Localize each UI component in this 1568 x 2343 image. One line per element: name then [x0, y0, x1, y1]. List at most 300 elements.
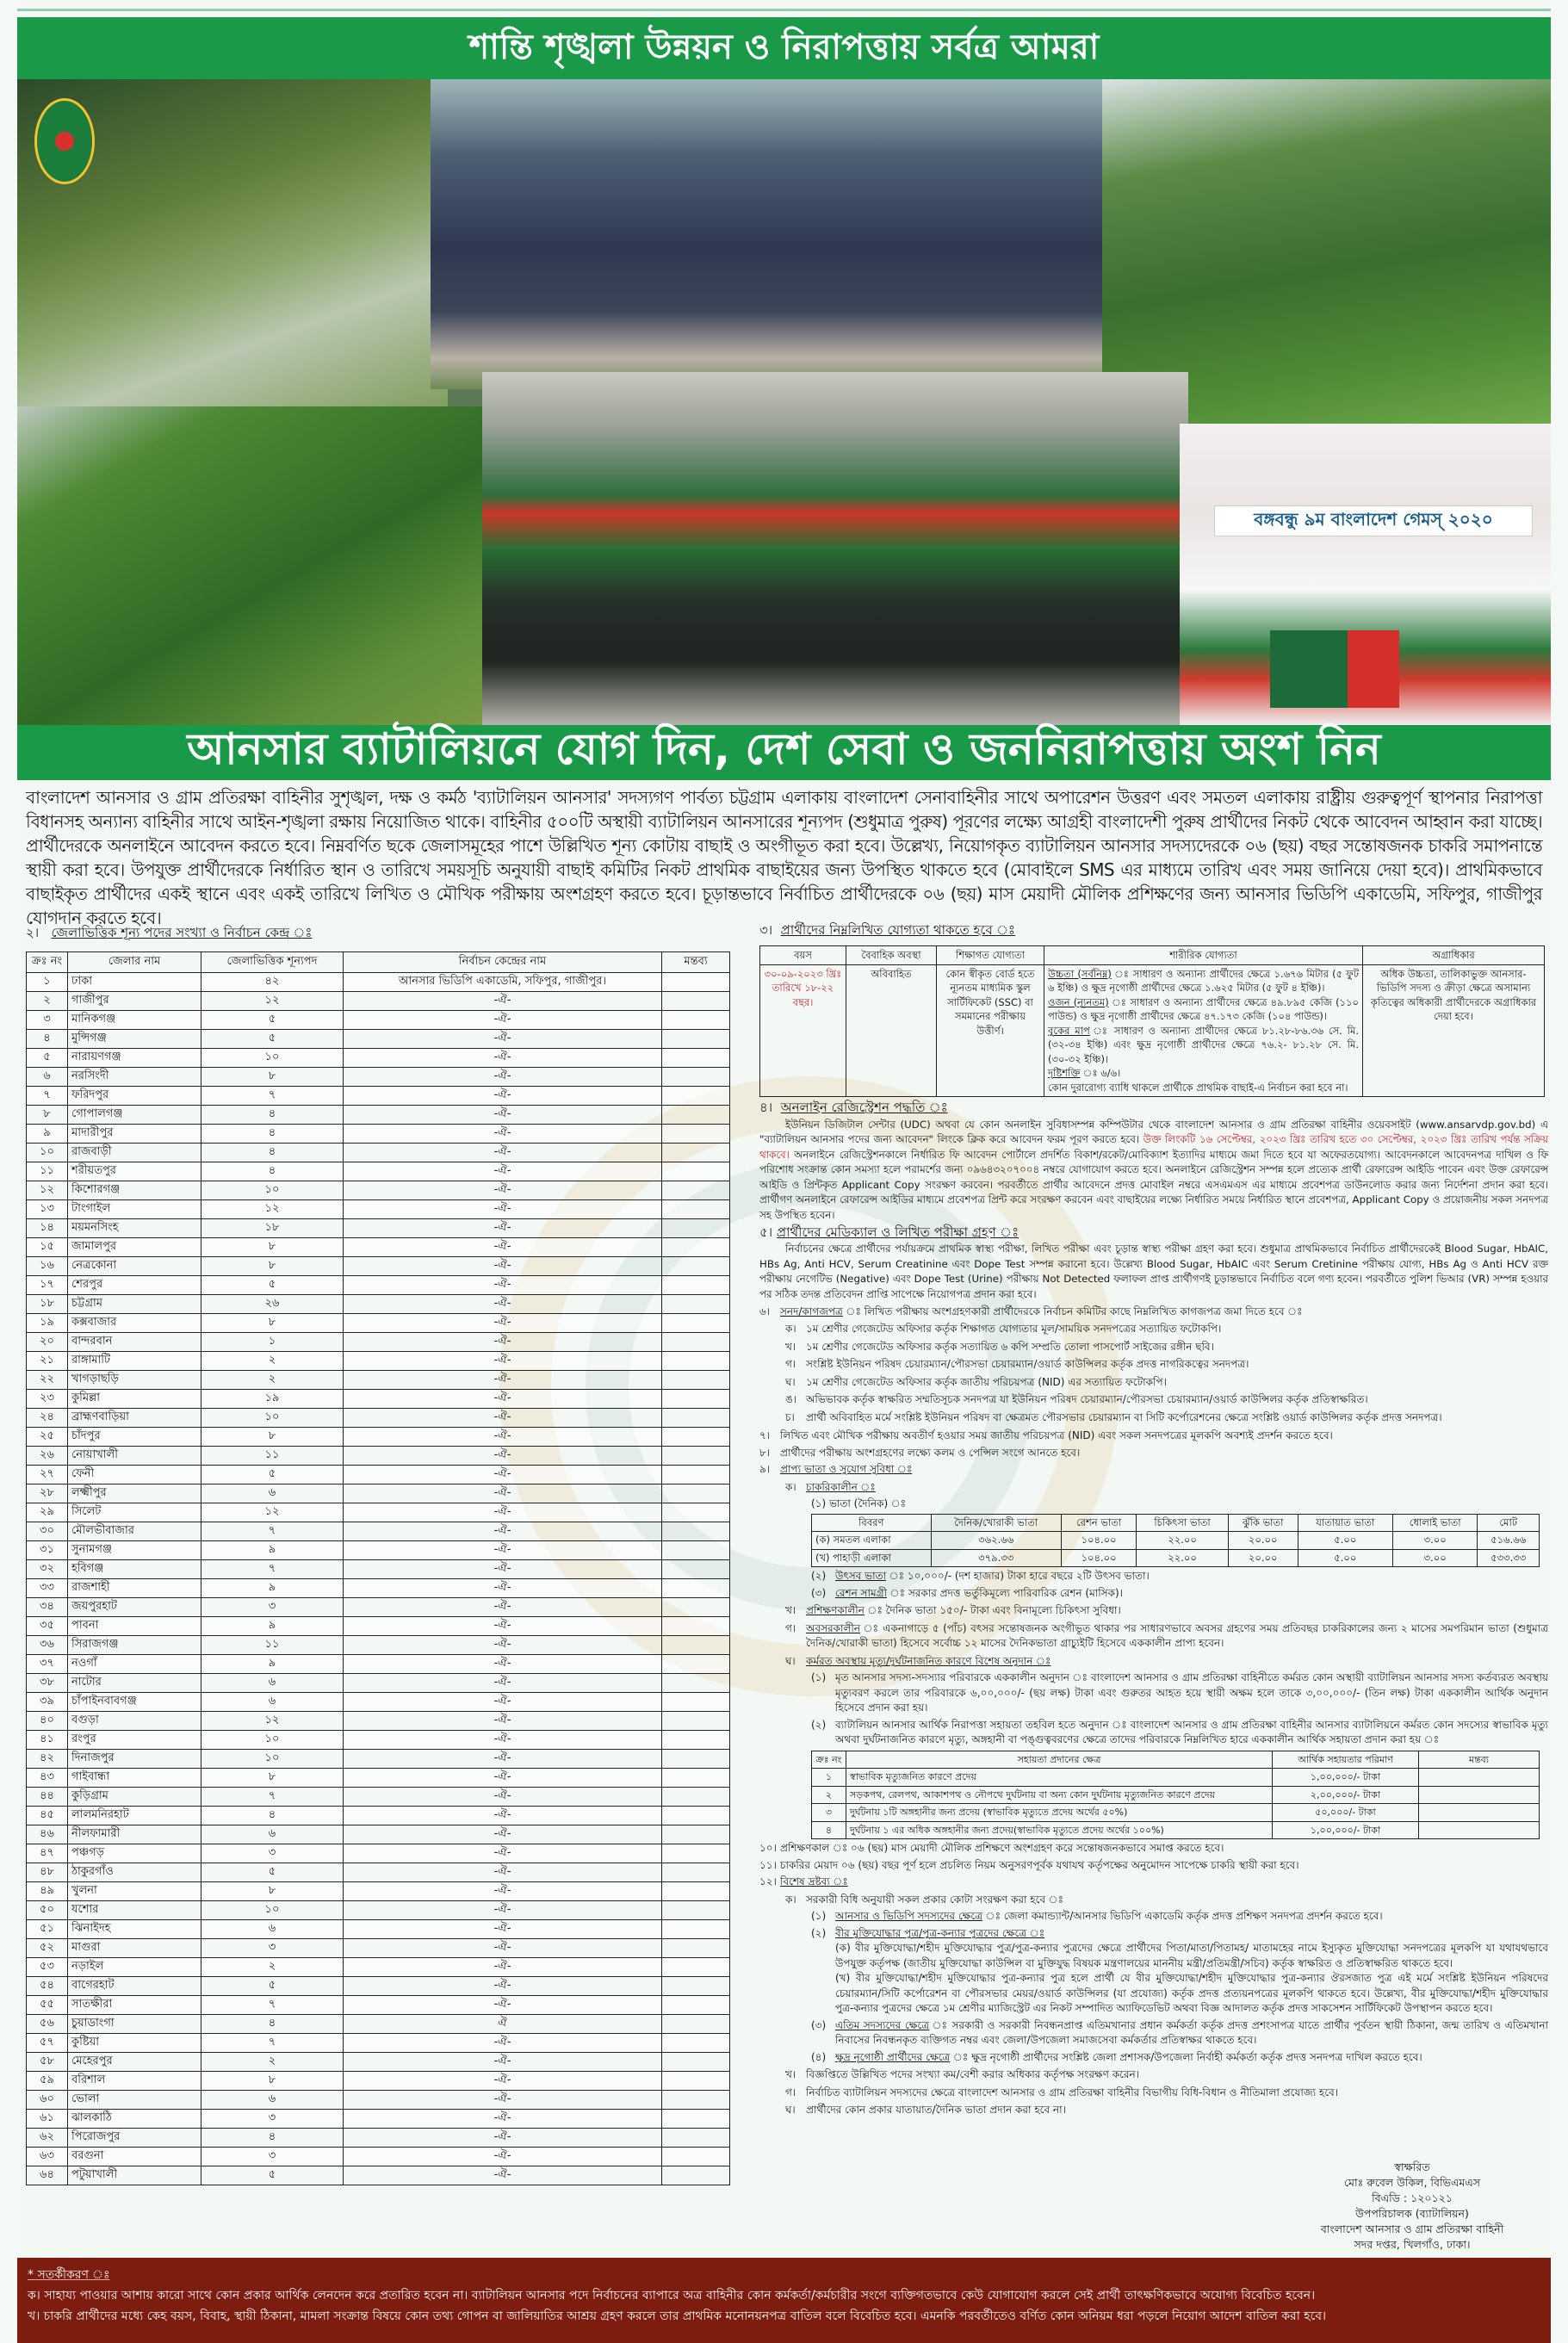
remarks-cell — [662, 2166, 730, 2185]
table-row — [27, 1049, 730, 1068]
district-cell: ফরিদপুর — [68, 1087, 201, 1106]
remarks-cell — [662, 2034, 730, 2053]
col-marital: বৈবাহিক অবস্থা — [846, 945, 937, 964]
center-cell: -ঐ- — [344, 1485, 662, 1503]
table-row — [27, 1844, 730, 1863]
section-5-heading: ৫। প্রার্থীদের মেডিক্যাল ও লিখিত পরীক্ষা গ্রহণ ঃ — [759, 1224, 1020, 1240]
serial-cell: ১ — [27, 973, 68, 992]
serial-cell: ৪৯ — [27, 1882, 68, 1901]
district-cell: পঞ্চগড় — [68, 1844, 201, 1863]
remarks-cell — [662, 1617, 730, 1636]
col-age: বয়স — [760, 945, 846, 964]
remarks-cell — [662, 2072, 730, 2091]
table-row — [27, 1200, 730, 1219]
district-cell: সুনামগঞ্জ — [68, 1541, 201, 1560]
center-cell: -ঐ- — [344, 1579, 662, 1598]
center-cell: -ঐ- — [344, 1636, 662, 1655]
table-row — [27, 2129, 730, 2148]
table-row — [27, 1428, 730, 1447]
center-cell: -ঐ- — [344, 1617, 662, 1636]
center-cell: -ঐ- — [344, 1731, 662, 1750]
table-row — [27, 1409, 730, 1428]
serial-cell: ৫১ — [27, 1920, 68, 1939]
serial-cell: ৬২ — [27, 2129, 68, 2148]
table-row — [27, 1598, 730, 1617]
table-row — [27, 1977, 730, 1996]
vacancy-cell: ৫ — [201, 1977, 344, 1996]
remarks-cell — [662, 2110, 730, 2129]
center-cell: -ঐ- — [344, 1769, 662, 1788]
table-row — [27, 1617, 730, 1636]
center-cell: -ঐ- — [344, 1219, 662, 1238]
district-cell: রাঙ্গামাটি — [68, 1352, 201, 1371]
vacancy-cell: ১৮ — [201, 1219, 344, 1238]
serial-cell: ২৫ — [27, 1428, 68, 1447]
remarks-cell — [662, 1977, 730, 1996]
district-cell: মানিকগঞ্জ — [68, 1011, 201, 1030]
serial-cell: ৩২ — [27, 1560, 68, 1579]
serial-cell: ৫৩ — [27, 1958, 68, 1977]
note-no-allowance: ঘ। প্রার্থীদের কোন প্রকার যাতায়াত/দৈনিক ভাতা প্রদান করা হবে না। — [785, 2104, 1066, 2117]
district-cell: গাইবান্ধা — [68, 1769, 201, 1788]
district-cell: মাগুরা — [68, 1939, 201, 1958]
quota-freedom-fighter: (২) বীর মুক্তিযোদ্ধার পুত্র/পুত্র-কন্যার পুত্রদের ক্ষেত্রে ঃ (ক) বীর মুক্তিযোদ্ধা/শহীদ মুক্তিযোদ্ধার পুত্র/পুত্র-কন্যার পুত্রদের ক্ষেত্রে প্রার্থীদের পিতা/মাতা/পিতামহ/ মাতামহের নামে ইস্যুকৃত মুক্তিযোদ্ধা সনদপত্রের মূলকপি যা যথাযথভাবে উপযুক্ত কর্তৃপক্ষ (জাতীয় মুক্তিযোদ্ধা কাউন্সিল বা মুক্তিযুদ্ধ বিষয়ক মন্ত্রণালয়ের মাননীয় মন্ত্রী/প্রতিমন্ত্রী/সচিব) কর্তৃক স্বাক্ষরিত ও প্রতিস্বাক্ষরিত থাকতে হবে। (খ) বীর মুক্তিযোদ্ধা/শহীদ মুক্তিযোদ্ধার পুত্র-কন্যার পুত্র হলে প্রার্থী যে বীর মুক্তিযোদ্ধা/শহীদ মুক্তিযোদ্ধার পুত্র-কন্যার ঔরসজাত পুত্র এই মর্মে সংশ্লিষ্ট ইউনিয়ন পরিষদের চেয়ারম্যান/সিটি কর্পোরেশন বা পৌরসভার মেয়র/ওয়ার্ড কাউন্সিলর (যা প্রযোজ্য) কর্তৃক প্রদত্ত প্রত্যয়নপত্রের মূলকপি থাকতে হবে। উল্লেখ্য, বীর মুক্তিযোদ্ধা/শহীদ মুক্তিযোদ্ধার পুত্র-কন্যার পুত্রদের ক্ষেত্রে ১ম শ্রেণীর ম্যাজিস্ট্রেট এর নিকট সম্পাদিত অ্যাফিডেভিট অথবা বিজ্ঞ আদালত কর্তৃক প্রদত্ত সাকসেশন সার্টিফিকেট উপস্থাপন করতে হবে। — [811, 1926, 1548, 2015]
district-cell: ঝিনাইদহ — [68, 1920, 201, 1939]
vacancy-cell: ৪ — [201, 1162, 344, 1181]
serial-cell: ২০ — [27, 1333, 68, 1352]
serial-cell: ১৬ — [27, 1257, 68, 1276]
district-cell: কুড়িগ্রাম — [68, 1788, 201, 1807]
serial-cell: ১৮ — [27, 1295, 68, 1314]
center-cell: -ঐ- — [344, 2166, 662, 2185]
table-row — [27, 1541, 730, 1560]
service-benefits: ক। চাকরিকালীন ঃ — [785, 1480, 876, 1493]
center-cell: -ঐ- — [344, 1560, 662, 1579]
warning-item: খ। চাকরি প্রার্থীদের মধ্যে কেহ বয়স, বিবাহ, স্থায়ী ঠিকানা, মামলা সংক্রান্ত বিষয়ে কোন তথ্য গোপন বা জালিয়াতির আশ্রয় গ্রহণ করলে তার প্রাথমিক মনোনয়নপত্র বাতিল বলে বিবেচিত হবে। এমনকি পরবর্তীতেও বর্ণিত কোন অনিয়ম ধরা পড়লে নিয়োগ আদেশ বাতিল করা হবে। — [28, 2309, 1326, 2323]
district-cell: মৌলভীবাজার — [68, 1522, 201, 1541]
center-cell: -ঐ- — [344, 1466, 662, 1485]
district-cell: নীলফামারী — [68, 1825, 201, 1844]
center-cell: -ঐ- — [344, 1655, 662, 1674]
vacancy-cell: ৩ — [201, 1844, 344, 1863]
district-cell: শরীয়তপুর — [68, 1162, 201, 1181]
center-cell: -ঐ- — [344, 1068, 662, 1087]
table-row — [27, 2053, 730, 2072]
center-cell: -ঐ- — [344, 1522, 662, 1541]
center-cell: -ঐ- — [344, 1371, 662, 1390]
vacancy-cell: ৭ — [201, 2034, 344, 2053]
remarks-cell — [662, 1390, 730, 1409]
serial-cell: ১৪ — [27, 1219, 68, 1238]
remarks-cell — [662, 1011, 730, 1030]
allowance-row: (খ) পাহাড়ী এলাকা ৩৭৯.৩৩ ১০৪.০০ ২২.০০ ২০.০০ ৫.০০ ৩.০০ ৫৩৩.৩৩ — [812, 1549, 1540, 1567]
serial-cell: ২৪ — [27, 1409, 68, 1428]
remarks-cell — [662, 1769, 730, 1788]
table-row — [27, 1087, 730, 1106]
table-row — [27, 1825, 730, 1844]
table-row — [27, 1636, 730, 1655]
serial-cell: ৩০ — [27, 1522, 68, 1541]
district-cell: খুলনা — [68, 1882, 201, 1901]
table-row — [27, 1333, 730, 1352]
serial-cell: ৪০ — [27, 1712, 68, 1731]
center-cell: -ঐ- — [344, 1598, 662, 1617]
remarks-cell — [662, 1125, 730, 1144]
col-priority: অগ্রাধিকার — [1363, 945, 1545, 964]
table-row — [27, 1693, 730, 1712]
table-row — [27, 1144, 730, 1162]
section-4-heading: ৪। অনলাইন রেজিস্ট্রেশন পদ্ধতি ঃ — [759, 1100, 948, 1115]
table-row — [27, 2072, 730, 2091]
vacancy-cell: ৬ — [201, 1693, 344, 1712]
center-cell: -ঐ- — [344, 1788, 662, 1807]
district-cell: কিশোরগঞ্জ — [68, 1181, 201, 1200]
remarks-cell — [662, 1674, 730, 1693]
serial-cell: ৯ — [27, 1125, 68, 1144]
serial-cell: ১২ — [27, 1181, 68, 1200]
section-7: ৭। লিখিত এবং মৌখিক পরীক্ষায় অবতীর্ণ হওয়ার সময় জাতীয় পরিচয়পত্র (NID) এবং সকল সনদপত্রের মূলকপি অবশ্যই প্রদর্শন করতে হবে। — [759, 1429, 1333, 1442]
photo-jungle-patrol — [17, 406, 499, 725]
serial-cell: ২ — [27, 992, 68, 1011]
table-row — [27, 1863, 730, 1882]
center-cell: -ঐ- — [344, 1541, 662, 1560]
grant-row: ৪ দুর্ঘটনায় ১ এর অধিক অঙ্গহানীর জন্য প্রদেয়(স্বাভাবিক মৃত্যুতে প্রদেয় অর্থের ১০০%) ১,০০,০০০/- টাকা — [812, 1821, 1540, 1839]
remarks-cell — [662, 1693, 730, 1712]
center-cell: -ঐ- — [344, 1825, 662, 1844]
serial-cell: ৫ — [27, 1049, 68, 1068]
ansar-vdp-logo-icon — [34, 98, 95, 184]
table-row — [27, 1522, 730, 1541]
serial-cell: ৩১ — [27, 1541, 68, 1560]
vacancy-cell: ১২ — [201, 1712, 344, 1731]
table-row — [27, 1560, 730, 1579]
vacancy-cell: ১১ — [201, 1447, 344, 1466]
vacancy-cell: ৫ — [201, 1466, 344, 1485]
district-cell: ব্রাহ্মণবাড়িয়া — [68, 1409, 201, 1428]
vacancy-cell: ১০ — [201, 1901, 344, 1920]
section-8: ৮। প্রার্থীদের পরীক্ষায় অংশগ্রহণের লক্ষ্যে কলম ও পেন্সিল সংগে আনতে হবে। — [759, 1446, 1081, 1459]
quota-orphan: (৩) এতিম সদস্যদের ক্ষেত্রে ঃ সরকারী ও সরকারী নিবন্ধনপ্রাপ্ত এতিমখানার প্রধান কর্মকর্তা কর্তৃক প্রদত্ত প্রশংসাপত্র যাতে প্রার্থীর পূর্বতন স্থায়ী ঠিকানা, জন্ম তারিখ ও এতিমখানা নিবাসের নিবন্ধনকৃত ব্যক্তিগত নম্বর এবং জেলা/উপজেলা সমাজসেবা কর্মকর্তার প্রতিস্বাক্ষর থাকতে হবে। — [811, 2018, 1548, 2047]
festival-allowance: (২) উৎসব ভাতা ঃ ১০,০০০/- (দশ হাজার) টাকা হারে বছরে ২টি উৎসব ভাতা। — [811, 1570, 1150, 1583]
vacancy-cell: ২ — [201, 1371, 344, 1390]
remarks-cell — [662, 1219, 730, 1238]
district-cell: রাজবাড়ী — [68, 1144, 201, 1162]
district-cell: ময়মনসিংহ — [68, 1219, 201, 1238]
district-cell: লক্ষ্মীপুর — [68, 1485, 201, 1503]
vacancy-cell: ৮ — [201, 1428, 344, 1447]
district-cell: টাংগাইল — [68, 1200, 201, 1219]
warning-box — [17, 2258, 1551, 2343]
center-cell: -ঐ- — [344, 1049, 662, 1068]
serial-cell: ৩৪ — [27, 1598, 68, 1617]
remarks-cell — [662, 1352, 730, 1371]
district-cell: পাবনা — [68, 1617, 201, 1636]
qualification-table — [759, 945, 1545, 1098]
serial-cell: ৫৯ — [27, 2072, 68, 2091]
table-row — [27, 1579, 730, 1598]
vacancy-cell: ২ — [201, 1352, 344, 1371]
vacancy-cell: ৪ — [201, 1807, 344, 1825]
serial-cell: ৬১ — [27, 2110, 68, 2129]
vacancy-cell: ৫ — [201, 2166, 344, 2185]
serial-cell: ৮ — [27, 1106, 68, 1125]
table-row — [27, 1769, 730, 1788]
vacancy-cell: ১০ — [201, 1181, 344, 1200]
vacancy-cell: ৬ — [201, 1920, 344, 1939]
center-cell: -ঐ- — [344, 992, 662, 1011]
remarks-cell — [662, 1541, 730, 1560]
table-row — [27, 1807, 730, 1825]
district-cell: মুন্সিগঞ্জ — [68, 1030, 201, 1049]
district-cell: ঠাকুরগাঁও — [68, 1863, 201, 1882]
vacancy-cell: ৯ — [201, 1655, 344, 1674]
center-cell: -ঐ- — [344, 2034, 662, 2053]
remarks-cell — [662, 1371, 730, 1390]
center-cell: -ঐ- — [344, 1447, 662, 1466]
vacancy-cell: ৬ — [201, 1674, 344, 1693]
retirement-benefits: গ। অবসরকালীন ঃ একনাগাড়ে ৫ (পাঁচ) বৎসর সন্তোষজনক অংগীভূত থাকার পর সাধারণভাবে অবসর গ্রহণের সময় প্রতিবছর চাকরিকালের জন্য ২ মাসের সমপরিমান ভাতা (শুধুমাত্র দৈনিক/খোরাকী ভাতা) হিসেবে সর্বোচ্চ ১২ মাসের দৈনিকভাতা গ্রাচ্যুইটি হিসেবে এককালীন প্রাপ্য হবেন। — [785, 1621, 1548, 1650]
district-cell: জয়পুরহাট — [68, 1598, 201, 1617]
col-district: জেলার নাম — [68, 952, 201, 973]
serial-cell: ৪৫ — [27, 1807, 68, 1825]
flag-icon — [1270, 630, 1399, 708]
vacancy-cell: ৮ — [201, 2072, 344, 2091]
district-cell: যশোর — [68, 1901, 201, 1920]
center-cell: -ঐ- — [344, 1920, 662, 1939]
table-row — [27, 2015, 730, 2034]
district-cell: জামালপুর — [68, 1238, 201, 1257]
vacancy-cell: ৭ — [201, 1087, 344, 1106]
serial-cell: ১১ — [27, 1162, 68, 1181]
district-cell: সিরাজগঞ্জ — [68, 1636, 201, 1655]
vacancy-cell: ৫ — [201, 1011, 344, 1030]
table-row — [27, 1068, 730, 1087]
serial-cell: ১৩ — [27, 1200, 68, 1219]
remarks-cell — [662, 1333, 730, 1352]
remarks-cell — [662, 1825, 730, 1844]
table-row — [27, 1314, 730, 1333]
serial-cell: ৬৪ — [27, 2166, 68, 2185]
center-cell: আনসার ভিডিপি একাডেমি, সফিপুর, গাজীপুর। — [344, 973, 662, 992]
district-cell: রাজশাহী — [68, 1579, 201, 1598]
district-cell: খাগড়াছড়ি — [68, 1371, 201, 1390]
center-cell: -ঐ- — [344, 1162, 662, 1181]
center-cell: -ঐ- — [344, 2053, 662, 2072]
serial-cell: ১৯ — [27, 1314, 68, 1333]
vacancy-cell: ১১ — [201, 1636, 344, 1655]
allowance-row: (ক) সমতল এলাকা ৩৬২.৬৬ ১০৪.০০ ২২.০০ ২০.০০ ৫.০০ ৩.০০ ৫১৬.৬৬ — [812, 1532, 1540, 1550]
col-education: শিক্ষাগত যোগ্যতা — [937, 945, 1044, 964]
death-grant: (১) মৃত আনসার সদস্য-সদস্যার পরিবারকে এককালীন অনুদান ঃ বাংলাদেশ আনসার ও গ্রাম প্রতিরক্ষা বাহিনীতে কর্মরত কোন অস্থায়ী ব্যাটালিয়ন আনসার সদস্য কর্তব্যরত অবস্থায় মৃত্যুবরণ করলে তার পরিবারকে ৬,০০,০০০/- (ছয় লক্ষ) টাকা এবং গুরুতর আহত হয়ে স্থায়ী অক্ষম হলে তাকে ৩,০০,০০০/- (তিন লক্ষ) টাকা এককালীন আর্থিক অনুদান হিসেবে প্রদান করা হয়। — [811, 1671, 1548, 1714]
age-requirement: ৩০-০৯-২০২৩ খ্রিঃ তারিখে ১৮-২২ বছর। — [760, 964, 846, 1097]
table-row — [27, 1276, 730, 1295]
center-cell: -ঐ- — [344, 1844, 662, 1863]
section-details — [759, 923, 1548, 2118]
district-cell: লালমনিরহাট — [68, 1807, 201, 1825]
district-cell: বান্দরবান — [68, 1333, 201, 1352]
table-row — [27, 1219, 730, 1238]
vacancy-cell: ১ — [201, 1333, 344, 1352]
remarks-cell — [662, 1144, 730, 1162]
serial-cell: ২১ — [27, 1352, 68, 1371]
vacancy-cell: ৮ — [201, 1769, 344, 1788]
remarks-cell — [662, 1276, 730, 1295]
serial-cell: ৪ — [27, 1030, 68, 1049]
district-cell: মাদারীপুর — [68, 1125, 201, 1144]
table-row — [27, 2091, 730, 2110]
vacancy-cell: ৮ — [201, 1238, 344, 1257]
district-cell: কুষ্টিয়া — [68, 2034, 201, 2053]
vacancy-cell: ১০ — [201, 1750, 344, 1769]
center-cell: -ঐ- — [344, 1030, 662, 1049]
table-row — [27, 1125, 730, 1144]
table-row — [27, 1503, 730, 1522]
note-vacancy-change: খ। বিজ্ঞপ্তিতে উল্লিখিত পদের সংখ্যা কম/বেশী করার অধিকার কর্তৃপক্ষ সংরক্ষণ করেন। — [785, 2068, 1139, 2081]
section-district-vacancies — [26, 923, 741, 2185]
center-cell: -ঐ- — [344, 1200, 662, 1219]
vacancy-cell: ৭ — [201, 1560, 344, 1579]
table-row — [27, 1712, 730, 1731]
center-cell: -ঐ- — [344, 2148, 662, 2166]
table-row — [27, 1788, 730, 1807]
remarks-cell — [662, 2148, 730, 2166]
note-rules: গ। নির্বাচিত ব্যাটালিয়ন সদস্যদের ক্ষেত্রে বাংলাদেশ আনসার ও গ্রাম প্রতিরক্ষা বাহিনীর বিভাগীয় বিধি-বিধান ও নীতিমালা প্রযোজ্য হবে। — [785, 2086, 1339, 2098]
vacancy-cell: ১৯ — [201, 1390, 344, 1409]
remarks-cell — [662, 1181, 730, 1200]
section-10: ১০। প্রশিক্ষণকাল ঃ ০৬ (ছয়) মাস মেয়াদী মৌলিক প্রশিক্ষণে অংশগ্রহণ করে সন্তোষজনকভাবে সমাপ্ত করতে হবে। — [759, 1842, 1224, 1855]
district-cell: চাঁদপুর — [68, 1428, 201, 1447]
table-row — [27, 1162, 730, 1181]
top-banner: শান্তি শৃঙ্খলা উন্নয়ন ও নিরাপত্তায় সর্বত্র আমরা — [17, 17, 1551, 79]
vacancy-cell: ১২ — [201, 1200, 344, 1219]
serial-cell: ৪২ — [27, 1750, 68, 1769]
remarks-cell — [662, 1750, 730, 1769]
remarks-cell — [662, 1428, 730, 1447]
serial-cell: ৭ — [27, 1087, 68, 1106]
ration-items: (৩) রেশন সামগ্রী ঃ সরকার প্রদত্ত ভর্তুকিমূল্যে পারিবারিক রেশন (মাসিক)। — [811, 1586, 1123, 1599]
recruitment-notice — [17, 0, 1551, 2343]
district-cell: বরগুনা — [68, 2148, 201, 2166]
table-row — [27, 1674, 730, 1693]
center-cell: -ঐ- — [344, 2129, 662, 2148]
remarks-cell — [662, 1295, 730, 1314]
remarks-cell — [662, 1257, 730, 1276]
top-rule — [17, 9, 1551, 11]
photo-flag-parade — [482, 372, 1188, 725]
serial-cell: ৩৬ — [27, 1636, 68, 1655]
center-cell: -ঐ- — [344, 2072, 662, 2091]
col-physical: শারীরিক যোগ্যতা — [1044, 945, 1363, 964]
section-12: ১২। বিশেষ দ্রষ্টব্য ঃ — [759, 1875, 848, 1888]
district-cell: নাটোর — [68, 1674, 201, 1693]
document-item: ঘ। ১ম শ্রেণীর গেজেটেড অফিসার কর্তৃক জাতীয় পরিচয়পত্র (NID) এর সত্যায়িত ফটোকপি। — [785, 1375, 1167, 1388]
district-cell: নড়াইল — [68, 1958, 201, 1977]
remarks-cell — [662, 1030, 730, 1049]
allowance-table: বিবরণ দৈনিক/খোরাকী ভাতা রেশন ভাতা চিকিৎসা ভাতা ঝুঁকি ভাতা যাতায়াত ভাতা ধোলাই ভাতা মোট (ক) সমতল এলাকা ৩৬২.৬৬ ১০৪.০০ ২২.০০ ২০.০০ ৫.০০ ৩.০০ ৫১৬.৬৬ (খ) পাহাড়ী এলাকা ৩৭৯.৩৩ ১০৪.০০ ২২.০০ ২০.০০ ৫.০০ ৩.০০ ৫৩৩.৩৩ — [811, 1514, 1540, 1568]
col-serial: ক্রঃ নং — [27, 952, 68, 973]
center-cell: -ঐ- — [344, 1674, 662, 1693]
marital-requirement: অবিবাহিত — [846, 964, 937, 1097]
documents-list — [759, 1322, 1548, 1425]
table-row — [27, 1106, 730, 1125]
table-row — [27, 1655, 730, 1674]
vacancy-cell: ৩ — [201, 1598, 344, 1617]
remarks-cell — [662, 1560, 730, 1579]
district-cell: ঢাকা — [68, 973, 201, 992]
center-cell: -ঐ- — [344, 1106, 662, 1125]
table-row — [27, 1371, 730, 1390]
vacancy-cell: ১২ — [201, 1503, 344, 1522]
table-row — [27, 1030, 730, 1049]
serial-cell: ৪৬ — [27, 1825, 68, 1844]
vacancy-cell: ৯ — [201, 1617, 344, 1636]
vacancy-cell: ৩ — [201, 2110, 344, 2129]
vacancy-cell: ২ — [201, 1958, 344, 1977]
center-cell: -ঐ- — [344, 2110, 662, 2129]
table-row — [27, 1447, 730, 1466]
remarks-cell — [662, 1939, 730, 1958]
vacancy-cell: ২৬ — [201, 1295, 344, 1314]
center-cell: -ঐ- — [344, 1125, 662, 1144]
vacancy-cell: ৮ — [201, 1068, 344, 1087]
district-cell: সাতক্ষীরা — [68, 1996, 201, 2015]
district-cell: কক্সবাজার — [68, 1314, 201, 1333]
table-row — [27, 1996, 730, 2015]
registration-dates: উক্ত লিংকটি ১৬ সেপ্টেম্বর, ২০২৩ খ্রিঃ তারিখ হতে ৩০ সেপ্টেম্বর, ২০২৩ খ্রিঃ তারিখ পর্যন্ত সক্রিয় থাকবে। — [759, 1133, 1548, 1161]
col-vacancy: জেলাভিত্তিক শূন্যপদ — [201, 952, 344, 973]
remarks-cell — [662, 1882, 730, 1901]
remarks-cell — [662, 1068, 730, 1087]
table-row — [27, 1466, 730, 1485]
center-cell: -ঐ- — [344, 1977, 662, 1996]
district-cell: কুমিল্লা — [68, 1390, 201, 1409]
center-cell: ঐ — [344, 2015, 662, 2034]
remarks-cell — [662, 1447, 730, 1466]
remarks-cell — [662, 1598, 730, 1617]
district-cell: গোপালগঞ্জ — [68, 1106, 201, 1125]
table-row — [27, 2148, 730, 2166]
grant-row: ২ সড়কপথ, রেলপথ, আকাশপথ ও নৌপথে দুর্ঘটনায় বা অন্য কোন দুর্ঘটনায় মৃত্যুজনিত কারণে প্রদেয় ২,০০,০০০/- টাকা — [812, 1786, 1540, 1804]
center-cell: -ঐ- — [344, 1390, 662, 1409]
serial-cell: ২৩ — [27, 1390, 68, 1409]
district-cell: নোয়াখালী — [68, 1447, 201, 1466]
vacancy-cell: ৮ — [201, 1882, 344, 1901]
table-row — [27, 992, 730, 1011]
table-row — [27, 2034, 730, 2053]
remarks-cell — [662, 2129, 730, 2148]
center-cell: -ঐ- — [344, 1882, 662, 1901]
section-11: ১১। চাকরির মেয়াদ ০৬ (ছয়) বছর পূর্ণ হলে প্রচলিত নিয়ম অনুসরণপূর্বক যথাযথ কর্তৃপক্ষের অনুমোদন সাপেক্ষে চাকরি স্থায়ী করা হবে। — [759, 1858, 1299, 1871]
remarks-cell — [662, 1863, 730, 1882]
table-row — [27, 1257, 730, 1276]
intro-paragraph: বাংলাদেশ আনসার ও গ্রাম প্রতিরক্ষা বাহিনীর সুশৃঙ্খল, দক্ষ ও কর্মঠ 'ব্যাটালিয়ন আনসার' সদস্যগণ পার্বত্য চট্টগ্রাম এলাকায় বাংলাদেশ সেনাবাহিনীর সাথে অপারেশন উত্তরণ এবং সমতল এলাকায় রাষ্ট্রীয় গুরুত্বপূর্ণ স্থাপনার নিরাপত্তা বিধানসহ অন্যান্য বাহিনীর সাথে আইন-শৃঙ্খলা রক্ষায় নিয়োজিত থাকে। বাহিনীর ৫০০টি অস্থায়ী ব্যাটালিয়ন আনসারের শূন্যপদ (শুধুমাত্র পুরুষ) পূরণের লক্ষ্যে আগ্রহী বাংলাদেশী পুরুষ প্রার্থীদের নিকট থেকে আবেদন আহ্বান করা যাচ্ছে। প্রার্থীদেরকে অনলাইনে আবেদন করতে হবে। নিম্নবর্ণিত ছকে জেলাসমূহের পাশে উল্লিখিত শূন্য কোটায় বাছাই ও অংগীভূত করা হবে। উল্লেখ্য, নিয়োগকৃত ব্যাটালিয়ন আনসার সদস্যদেরকে ০৬ (ছয়) বছর সন্তোষজনক চাকরি সমাপনান্তে স্থায়ী করা হবে। উপযুক্ত প্রার্থীদেরকে নির্ধারিত স্থান ও তারিখে সময়সূচি অনুযায়ী বাছাই কমিটির নিকট প্রাথমিক বাছাইয়ের জন্য উপস্থিত থাকতে হবে (মোবাইলে SMS এর মাধ্যমে তারিখ এবং সময় জানিয়ে দেয়া হবে)। প্রাথমিকভাবে বাছাইকৃত প্রার্থীদের একই স্থানে এবং একই তারিখে লিখিত ও মৌখিক পরীক্ষায় অংশগ্রহণ করতে হবে। চূড়ান্তভাবে নির্বাচিত প্রার্থীদেরকে ০৬ (ছয়) মাস মেয়াদী মৌলিক প্রশিক্ষণের জন্য আনসার ভিডিপি একাডেমি, সফিপুর, গাজীপুর যোগদান করতে হবে। — [26, 787, 1542, 928]
vacancy-cell: ৫ — [201, 1276, 344, 1295]
serial-cell: ১০ — [27, 1144, 68, 1162]
document-item: ক। ১ম শ্রেণীর গেজেটেড অফিসার কর্তৃক শিক্ষাগত যোগ্যতার মূল/সাময়িক সনদপত্রের সত্যায়িত ফটোকপি। — [785, 1323, 1222, 1336]
center-cell: -ঐ- — [344, 1257, 662, 1276]
remarks-cell — [662, 1844, 730, 1863]
table-row — [27, 1390, 730, 1409]
table-row — [27, 1750, 730, 1769]
signature-block: স্বাক্ষরিত মোঃ রুবেল উকিল, বিভিএমএস বিএডি : ১২০১২১ উপপরিচালক (ব্যাটালিয়ন) বাংলাদেশ আনসার ও গ্রাম প্রতিরক্ষা বাহিনী সদর দপ্তর, খিলগাঁও, ঢাকা। — [1320, 2160, 1504, 2251]
vacancy-cell: ৪ — [201, 1125, 344, 1144]
center-cell: -ঐ- — [344, 1314, 662, 1333]
serial-cell: ৩৯ — [27, 1693, 68, 1712]
vacancy-cell: ৪ — [201, 1106, 344, 1125]
table-row — [27, 1731, 730, 1750]
district-cell: দিনাজপুর — [68, 1750, 201, 1769]
vacancy-cell: ৯ — [201, 1541, 344, 1560]
